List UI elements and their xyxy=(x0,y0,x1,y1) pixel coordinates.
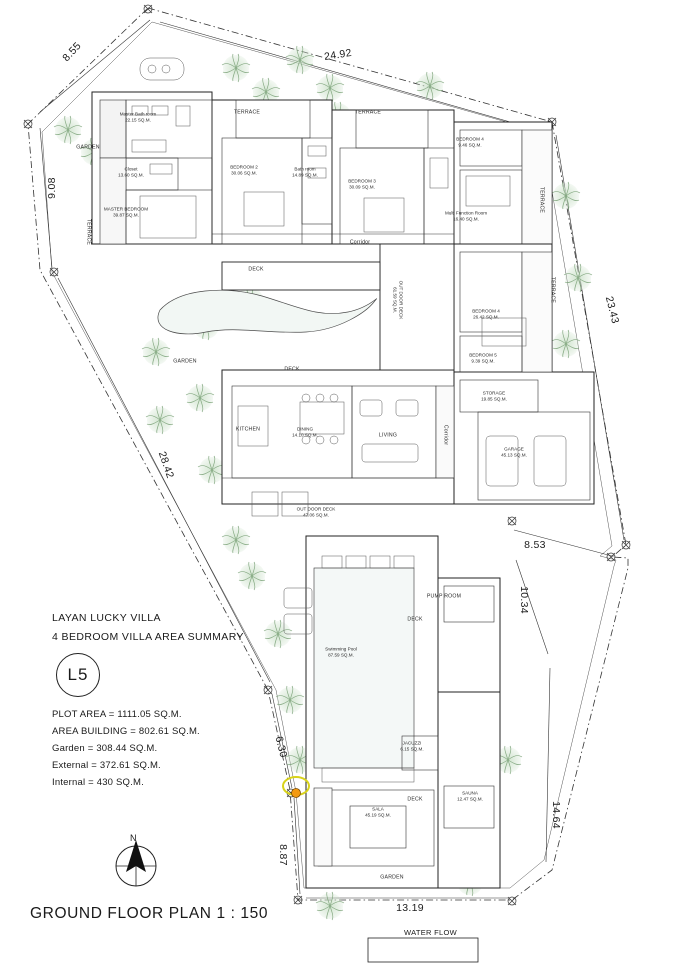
boundary-dimension: 8.55 xyxy=(60,39,84,65)
summary-line-external: External = 372.61 SQ.M. xyxy=(52,760,161,771)
room-label: LIVING xyxy=(378,432,398,439)
room-label: SALA 45.19 SQ.M. xyxy=(365,806,391,817)
north-arrow xyxy=(116,840,156,886)
boundary-dimension: 28.42 xyxy=(155,449,177,481)
room-label: PUMP ROOM xyxy=(426,593,462,600)
room-label: Master Bath room 22.15 SQ.M. xyxy=(119,111,157,122)
room-label: BEDROOM 5 9.39 SQ.M. xyxy=(469,352,497,363)
room-label: BEDROOM 4 9.46 SQ.M. xyxy=(456,136,484,147)
room-label: OUT DOOR DECK 47.06 SQ.M. xyxy=(296,506,336,517)
boundary-dimension: 24.92 xyxy=(323,46,353,64)
room-label: Corridor xyxy=(442,424,449,446)
summary-line-plot-area: PLOT AREA = 1111.05 SQ.M. xyxy=(52,709,182,720)
room-label: TERRACE xyxy=(549,276,556,304)
room-label: Swimming Pool 87.59 SQ.M. xyxy=(325,646,357,657)
room-label: SAUNA 12.47 SQ.M. xyxy=(457,790,483,801)
boundary-dimension: 14.64 xyxy=(550,801,562,829)
north-label: N xyxy=(130,833,137,843)
room-label: GARAGE 45.13 SQ.M. xyxy=(501,446,527,457)
summary-line-area-building: AREA BUILDING = 802.61 SQ.M. xyxy=(52,726,200,737)
room-label: MASTER BEDROOM 39.87 SQ.M. xyxy=(103,206,149,217)
room-label: DECK xyxy=(284,366,300,373)
boundary-dimension: 9.08 xyxy=(46,177,58,199)
room-label: DECK xyxy=(248,266,264,273)
room-label: BEDROOM 2 30.06 SQ.M. xyxy=(230,164,258,175)
room-label: BEDROOM 3 30.09 SQ.M. xyxy=(348,178,376,189)
boundary-dimension: 10.34 xyxy=(518,586,530,614)
boundary-dimension: 8.53 xyxy=(524,539,546,551)
room-label: DECK xyxy=(407,796,423,803)
boundary-dimension: 8.87 xyxy=(277,844,289,866)
project-name: LAYAN LUCKY VILLA xyxy=(52,612,161,624)
water-flow-strip xyxy=(368,938,478,962)
room-label: GARDEN xyxy=(380,874,404,881)
room-label: GARDEN xyxy=(76,144,100,151)
project-subtitle: 4 BEDROOM VILLA AREA SUMMARY xyxy=(52,631,244,643)
room-label: GARDEN xyxy=(173,358,197,365)
plot-code-badge: L5 xyxy=(56,653,100,697)
room-label: JACUZZI 6.15 SQ.M. xyxy=(400,740,424,751)
room-label: Multi Function Room 16.40 SQ.M. xyxy=(444,210,488,221)
room-label: BEDROOM 4 26.42 SQ.M. xyxy=(472,308,500,319)
room-label: TERRACE xyxy=(538,186,545,214)
room-label: TERRACE xyxy=(85,218,92,246)
room-label: Bath room 14.89 SQ.M. xyxy=(292,166,318,177)
boundary-dimension: 23.43 xyxy=(602,295,622,325)
room-label: Closet 13.60 SQ.M. xyxy=(118,166,144,177)
title-block xyxy=(52,612,282,788)
ornamental-pond xyxy=(158,290,377,334)
summary-line-garden: Garden = 308.44 SQ.M. xyxy=(52,743,158,754)
room-label: DECK xyxy=(407,616,423,623)
room-label: STORAGE 19.85 SQ.M. xyxy=(481,390,507,401)
water-flow-label: WATER FLOW xyxy=(404,928,457,937)
summary-line-internal: Internal = 430 SQ.M. xyxy=(52,777,144,788)
room-label: KITCHEN xyxy=(235,426,261,433)
boundary-dimension: 6.30 xyxy=(272,735,290,759)
room-label: DINING 14.10 SQ.M. xyxy=(292,426,318,437)
room-label: TERRACE xyxy=(233,109,261,116)
room-label: Corridor xyxy=(349,239,371,246)
room-label: TERRACE xyxy=(354,109,382,116)
boundary-dimension: 13.19 xyxy=(396,902,424,914)
room-label: OUT DOOR DECK 61.59 SQ.M. xyxy=(393,280,404,320)
drawing-title: GROUND FLOOR PLAN 1 : 150 xyxy=(30,905,269,922)
